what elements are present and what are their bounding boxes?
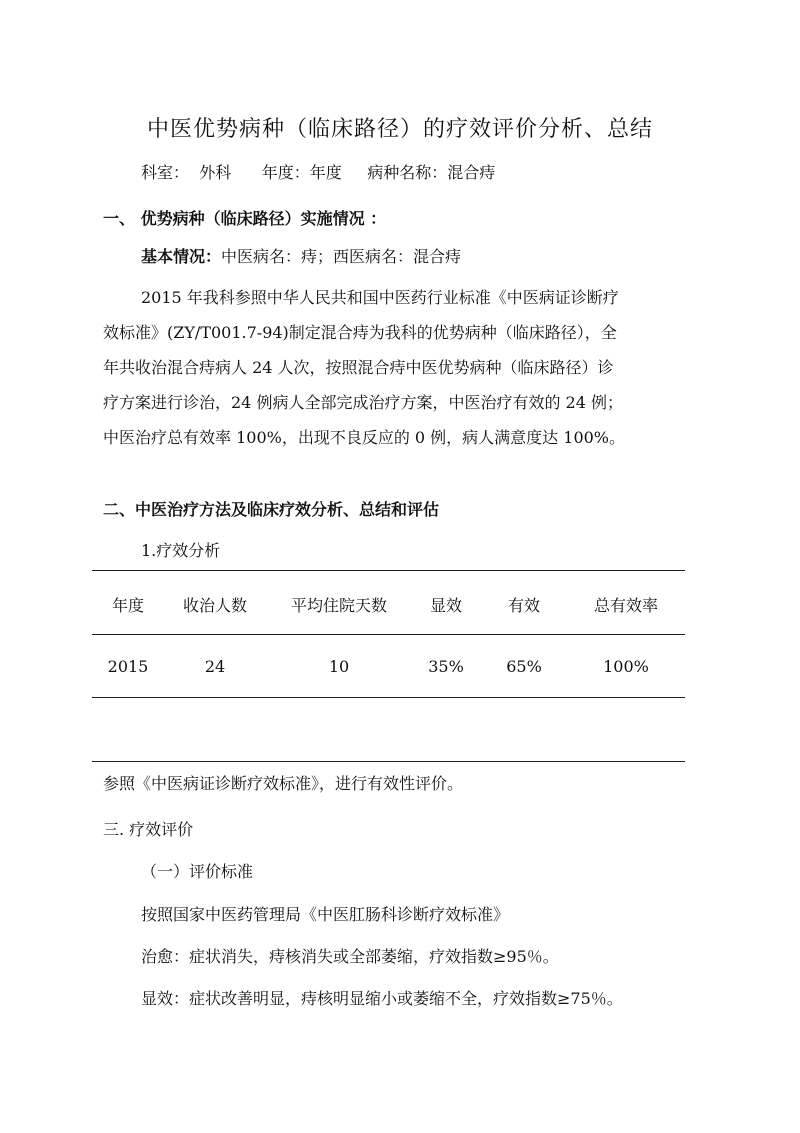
basic-info-text: 中医病名：痔；西医病名：混合痔 bbox=[221, 247, 462, 266]
page-title: 中医优势病种（临床路径）的疗效评价分析、总结 bbox=[146, 117, 653, 142]
criteria-source: 按照国家中医药管理局《中医肛肠科诊断疗效标准》 bbox=[141, 905, 510, 924]
basic-info-label: 基本情况： bbox=[141, 247, 222, 266]
year-label: 年度： bbox=[261, 163, 310, 182]
paragraph-line: 2015 年我科参照中华人民共和国中医药行业标准《中医病证诊断疗 bbox=[141, 288, 619, 307]
section1-heading: 一、 优势病种（临床路径）实施情况 ： bbox=[103, 209, 387, 228]
section3-heading: 三. 疗效评价 bbox=[103, 820, 194, 839]
year-value: 年度 bbox=[309, 163, 342, 182]
dept-value: 外科 bbox=[199, 163, 232, 182]
header-effective: 有效 bbox=[507, 596, 541, 615]
cell-admitted: 24 bbox=[204, 657, 226, 676]
table-row-rule bbox=[92, 697, 685, 698]
cell-avg-stay: 10 bbox=[328, 657, 350, 676]
header-year: 年度 bbox=[111, 596, 145, 615]
evaluation-note: 参照《中医病证诊断疗效标准》，进行有效性评价。 bbox=[103, 774, 464, 793]
table-header-rule bbox=[92, 634, 685, 635]
header-admitted: 收治人数 bbox=[182, 596, 248, 615]
dept-label: 科室： bbox=[141, 163, 190, 182]
paragraph-line: 中医治疗总有效率 100%，出现不良反应的 0 例，病人满意度达 100%。 bbox=[103, 428, 626, 447]
criteria-cured: 治愈：症状消失，痔核消失或全部萎缩，疗效指数≥95％。 bbox=[141, 947, 559, 966]
section1-paragraph bbox=[103, 280, 703, 455]
cell-marked-effect: 35% bbox=[428, 657, 464, 676]
criteria-marked: 显效：症状改善明显，痔核明显缩小或萎缩不全，疗效指数≥75％。 bbox=[141, 989, 623, 1008]
disease-label: 病种名称： bbox=[367, 163, 448, 182]
header-total-rate: 总有效率 bbox=[593, 596, 659, 615]
disease-value: 混合痔 bbox=[447, 163, 496, 182]
efficacy-analysis-heading: 1.疗效分析 bbox=[141, 541, 221, 560]
header-avg-stay: 平均住院天数 bbox=[290, 596, 388, 615]
paragraph-line: 疗方案进行诊治，24 例病人全部完成治疗方案，中医治疗有效的 24 例； bbox=[103, 393, 623, 412]
paragraph-line: 效标准》(ZY/T001.7-94)制定混合痔为我科的优势病种（临床路径），全 bbox=[103, 323, 617, 342]
section2-heading: 二、中医治疗方法及临床疗效分析、总结和评估 bbox=[103, 500, 440, 519]
table-bottom-rule bbox=[92, 761, 685, 762]
meta-line bbox=[141, 160, 495, 183]
basic-info-line bbox=[141, 244, 461, 267]
criteria-heading: （一）评价标准 bbox=[141, 862, 254, 881]
table-top-rule bbox=[92, 570, 685, 571]
header-marked-effect: 显效 bbox=[429, 596, 463, 615]
cell-year: 2015 bbox=[107, 657, 149, 676]
cell-total-rate: 100% bbox=[603, 657, 649, 676]
cell-effective: 65% bbox=[506, 657, 542, 676]
paragraph-line: 年共收治混合痔病人 24 人次，按照混合痔中医优势病种（临床路径）诊 bbox=[103, 358, 614, 377]
